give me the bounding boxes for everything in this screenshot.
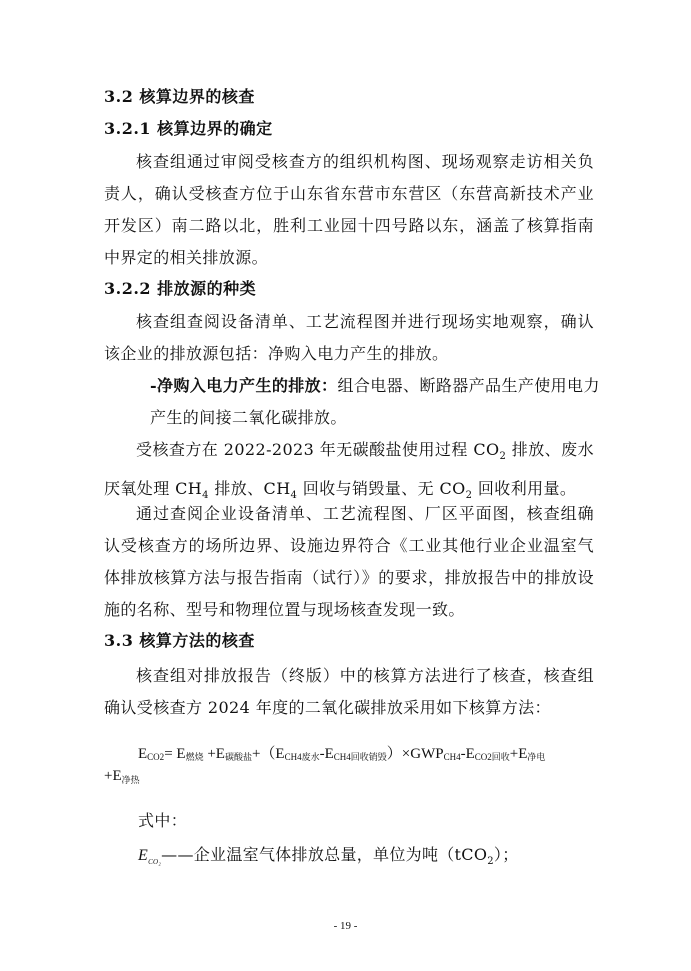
formula-text: -E: [460, 746, 475, 762]
symbol-e: [138, 847, 162, 867]
paragraph-sources: 核查组查阅设备清单、工艺流程图并进行现场实地观察，确认该企业的排放源包括：净购入电力产生的排放。: [104, 312, 594, 363]
section-heading-3-2: 3.2 核算边界的核查: [104, 87, 255, 106]
bullet-lead: -净购入电力产生的排放：: [150, 376, 338, 395]
bullet-text: 组合电器、断路器产品生产使用电力产生的间接二氧化碳排放。: [150, 376, 600, 427]
text-run: 排放、废水厌氧处理 CH: [104, 440, 594, 499]
subscript: 4: [202, 490, 209, 502]
formula-text: ）×GWP: [386, 746, 444, 762]
emission-formula-continued: [104, 768, 140, 786]
formula-sub: CH4废水: [284, 752, 320, 762]
formula-text: = E: [164, 746, 186, 762]
section-heading-3-3: 3.3 核算方法的核查: [104, 631, 255, 650]
formula-text: +E: [509, 746, 528, 762]
symbol-letter: E: [138, 847, 149, 864]
definition-end: ）；: [493, 845, 519, 864]
subscript: 2: [487, 856, 494, 868]
text-run: 排放、CH: [208, 479, 291, 499]
section-heading-3-2-1: 3.2.1 核算边界的确定: [104, 119, 273, 138]
formula-text: -E: [319, 746, 334, 762]
formula-text: +E: [203, 746, 225, 762]
formula-sub: CO2: [147, 752, 165, 762]
where-label: 式中：: [138, 811, 188, 830]
formula-text: E: [138, 746, 148, 762]
formula-sub: 净热: [121, 775, 140, 785]
page-number: - 19 -: [333, 920, 358, 932]
bullet-electricity: [150, 370, 600, 434]
formula-sub: 碳酸盐: [224, 752, 252, 762]
formula-text: +（E: [251, 746, 285, 762]
paragraph-boundary-compliance: 通过查阅企业设备清单、工艺流程图、厂区平面图，核查组确认受核查方的场所边界、设施边界符合《工业其他行业企业温室气体排放核算方法与报告指南（试行）》的要求，排放报告中的排放设施的名称、型号和物理位置与现场核查发现一致。: [104, 504, 594, 619]
subscript: 4: [290, 490, 298, 502]
symbol-sub: CO₂: [148, 858, 162, 867]
formula-sub: CH4回收销毁: [333, 752, 387, 762]
definition-text: ——企业温室气体排放总量，单位为吨（tCO: [161, 845, 488, 864]
subscript: 2: [499, 451, 507, 463]
definition-eco2: [138, 842, 519, 867]
formula-sub: CO2回收: [474, 752, 510, 762]
text-run: 回收利用量。: [472, 479, 577, 499]
subscript: 2: [465, 490, 473, 502]
emission-formula: [138, 742, 545, 763]
section-heading-3-2-2: 3.2.2 排放源的种类: [104, 279, 257, 298]
formula-sub: 净电: [527, 752, 546, 762]
formula-sub: CH4: [443, 752, 461, 762]
formula-text: +E: [104, 768, 122, 784]
paragraph-boundary: 核查组通过审阅受核查方的组织机构图、现场观察走访相关负责人，确认受核查方位于山东省东营市东营区（东营高新技术产业开发区）南二路以北，胜利工业园十四号路以东，涵盖了核算指南中界定的相关排放源。: [104, 152, 594, 267]
text-run: 回收与销毁量、无 CO: [297, 479, 466, 499]
text-run: 受核查方在 2022-2023 年无碳酸盐使用过程 CO: [136, 440, 500, 459]
formula-sub: 燃烧: [185, 752, 204, 762]
paragraph-method: 核查组对排放报告（终版）中的核算方法进行了核查，核查组确认受核查方 2024 年度的二氧化碳排放采用如下核算方法：: [104, 666, 594, 717]
